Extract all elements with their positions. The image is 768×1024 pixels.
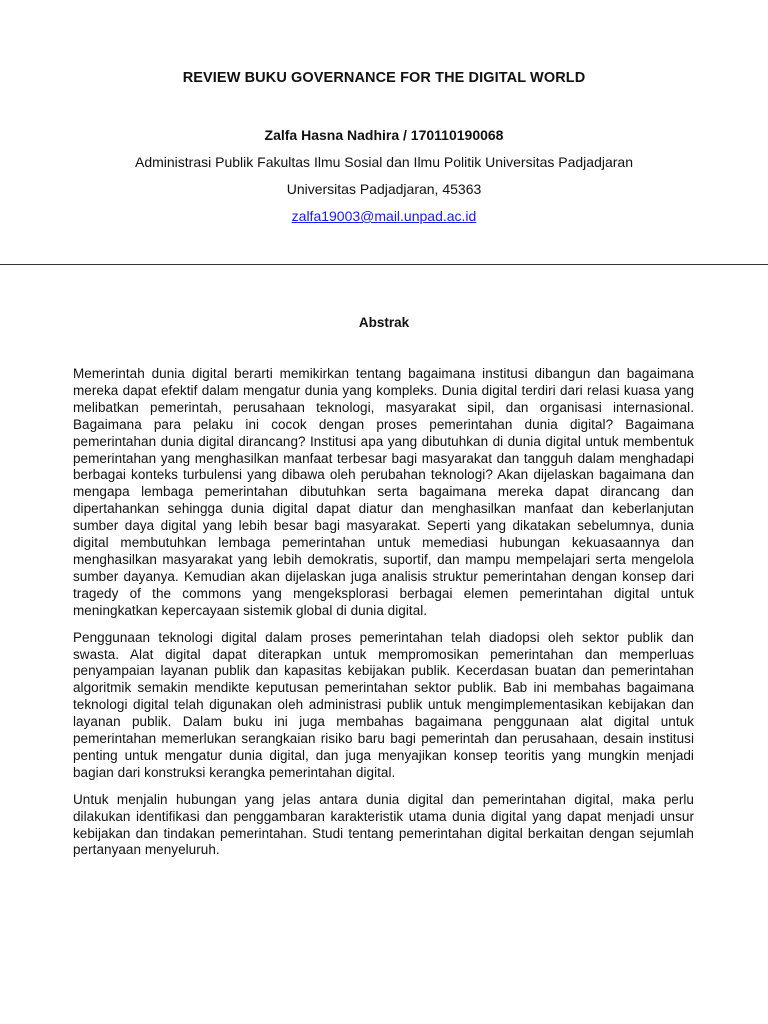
section-divider [0,264,768,265]
abstract-heading: Abstrak [358,315,410,330]
abstract-body [73,366,694,869]
paragraph: Untuk menjalin hubungan yang jelas antara dunia digital dan pemerintahan digital, maka perlu dilakukan identifikasi dan penggambaran karakteristik utama dunia digital yang dapat menjadi unsur kebijakan dan tindakan pemerintahan. Studi tentang pemerintahan digital berkaitan dengan sejumlah pertanyaan menyeluruh. [73,791,694,858]
author-line: Zalfa Hasna Nadhira / 170110190068 [264,127,504,143]
email-link[interactable]: zalfa19003@mail.unpad.ac.id [291,208,477,224]
affiliation-line: Administrasi Publik Fakultas Ilmu Sosial dan Ilmu Politik Universitas Padjadjaran [135,154,633,170]
email-line [0,208,768,225]
paragraph: Penggunaan teknologi digital dalam proses pemerintahan telah diadopsi oleh sektor publik dan swasta. Alat digital dapat diterapkan untuk mempromosikan pemerintahan dan memperluas penyampaian layanan publik dan kapasitas kebijakan publik. Kecerdasan buatan dan pemerintahan algoritmik semakin mendikte keputusan pemerintahan sektor publik. Bab ini membahas bagaimana teknologi digital telah digunakan oleh administrasi publik untuk mengimplementasikan kebijakan dan layanan publik. Dalam buku ini juga membahas bagaimana penggunaan alat digital untuk pemerintahan memerlukan serangkaian risiko baru bagi pemerintah dan perusahaan, desain institusi penting untuk mengatur dunia digital, dan juga menyajikan konsep teoritis yang mungkin menjadi bagian dari konstruksi kerangka pemerintahan digital. [73,629,694,780]
affiliation-address: Universitas Padjadjaran, 45363 [286,181,482,197]
paragraph: Memerintah dunia digital berarti memikirkan tentang bagaimana institusi dibangun dan bagaimana mereka dapat efektif dalam mengatur dunia yang kompleks. Dunia digital terdiri dari relasi kuasa yang melibatkan pemerintah, perusahaan teknologi, masyarakat sipil, dan organisasi internasional. Bagaimana para pelaku ini cocok dengan proses pemerintahan dunia digital? Bagaimana pemerintahan dunia digital dirancang? Institusi apa yang dibutuhkan di dunia digital untuk membentuk pemerintahan yang menghasilkan manfaat terbesar bagi masyarakat dan tangguh dalam menghadapi berbagai konteks turbulensi yang dibawa oleh perubahan teknologi? Akan dijelaskan bagaimana dan mengapa lembaga pemerintahan dibutuhkan serta bagaimana mereka dapat dirancang dan dipertahankan sehingga dunia digital dapat diatur dan menghasilkan manfaat dan keberlanjutan sumber daya digital yang lebih besar bagi masyarakat. Seperti yang dikatakan sebelumnya, dunia digital membutuhkan lembaga pemerintahan untuk memediasi hubungan kekuasaannya dan menghasilkan masyarakat yang lebih demokratis, suportif, dan mampu mempelajari serta mengelola sumber dayanya. Kemudian akan dijelaskan juga analisis struktur pemerintahan dengan konsep dari tragedy of the commons yang mengeksplorasi berbagai elemen pemerintahan digital untuk meningkatkan kepercayaan sistemik global di dunia digital. [73,366,694,618]
document-title: REVIEW BUKU GOVERNANCE FOR THE DIGITAL WORLD [182,70,586,86]
